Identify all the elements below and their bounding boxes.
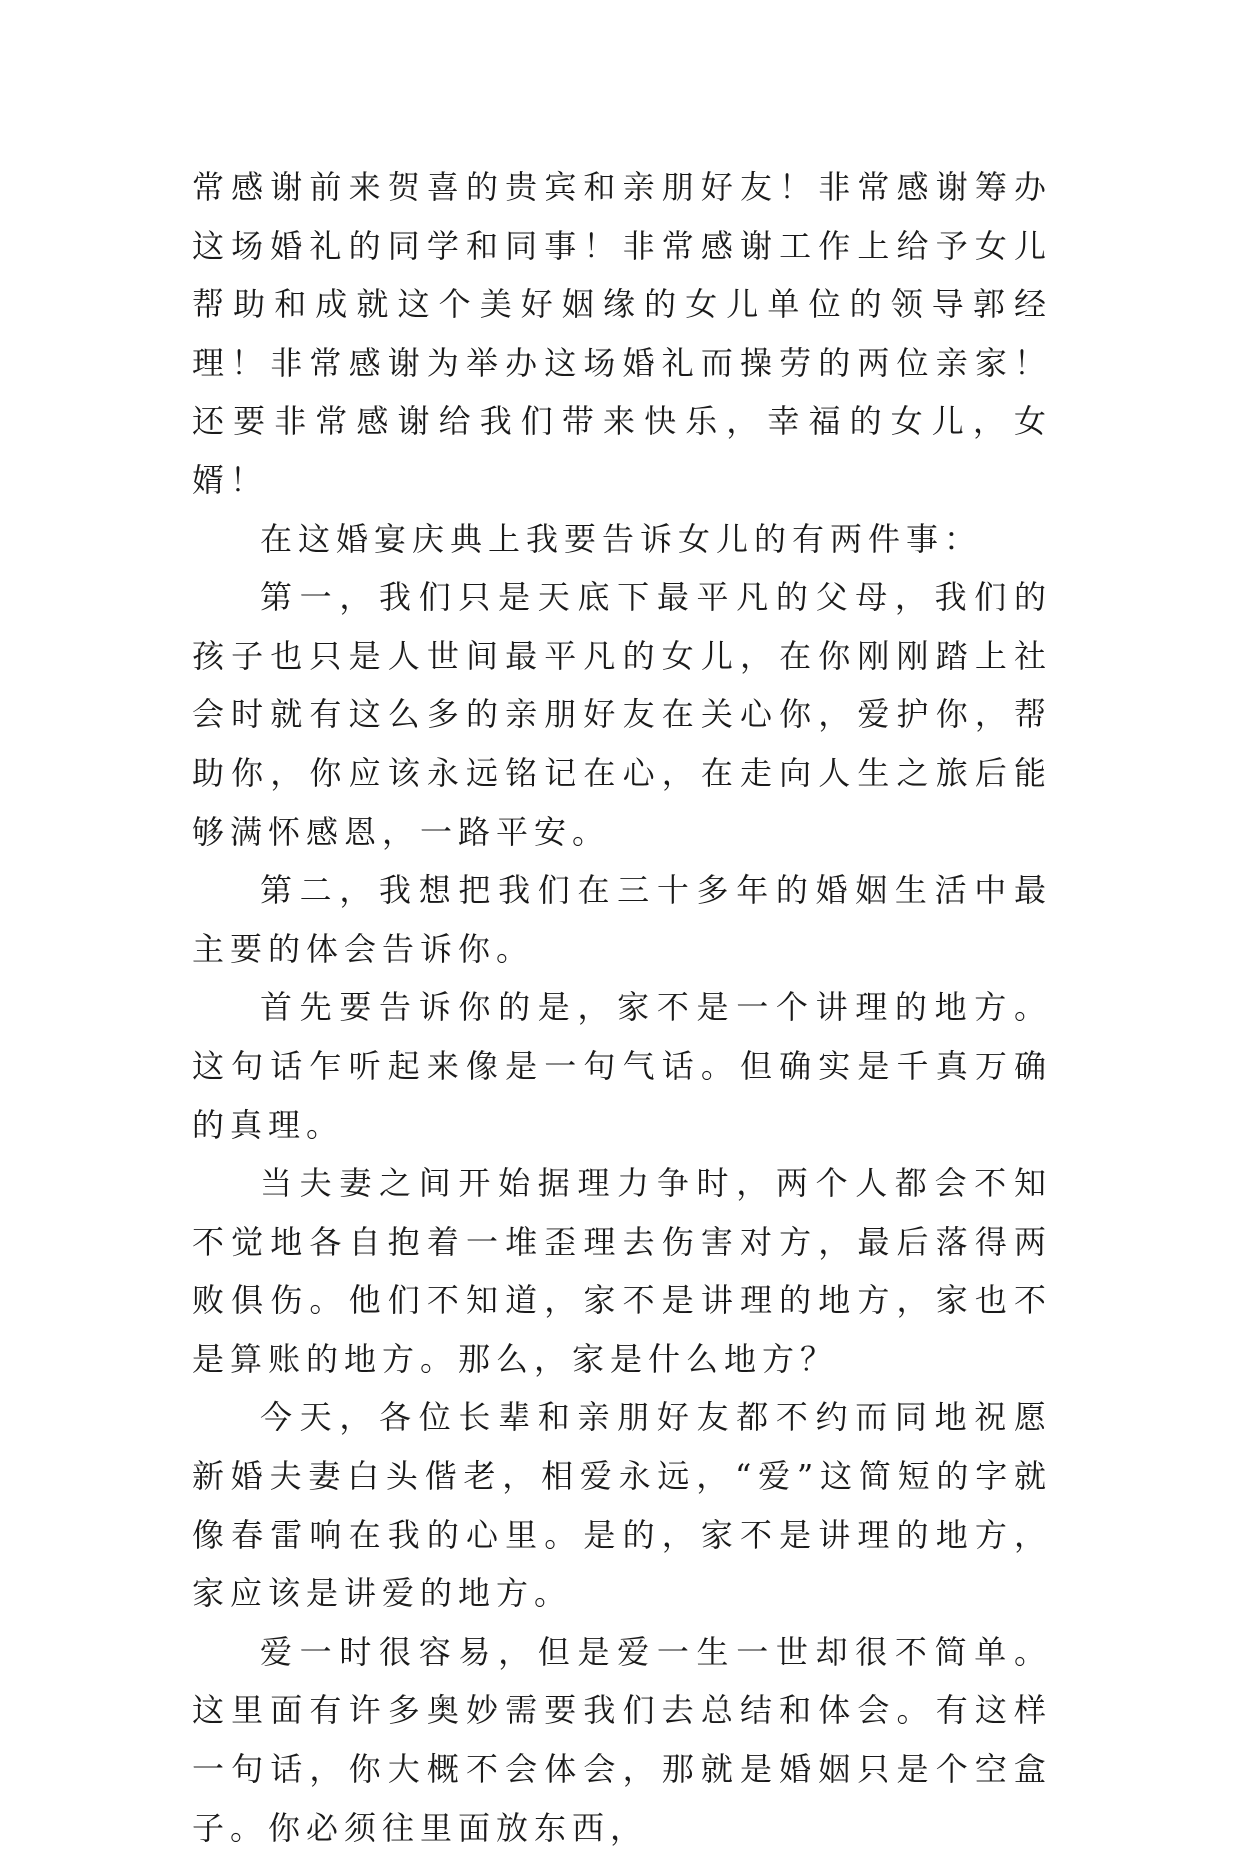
paragraph-1: 常感谢前来贺喜的贵宾和亲朋好友！非常感谢筹办这场婚礼的同学和同事！非常感谢工作上给予女儿帮助和成就这个美好姻缘的女儿单位的领导郭经理！非常感谢为举办这场婚礼而操劳的两位亲家！还要非常感谢给我们带来快乐，幸福的女儿，女婿！ (192, 168, 1052, 499)
paragraph-7: 今天，各位长辈和亲朋好友都不约而同地祝愿新婚夫妻白头偕老，相爱永远，“爱”这简短的字就像春雷响在我的心里。是的，家不是讲理的地方，家应该是讲爱的地方。 (192, 1398, 1052, 1613)
paragraph-8: 爱一时很容易，但是爱一生一世却很不简单。这里面有许多奥妙需要我们去总结和体会。有这样一句话，你大概不会体会，那就是婚姻只是个空盒子。你必须往里面放东西， (192, 1632, 1052, 1847)
paragraph-5: 首先要告诉你的是，家不是一个讲理的地方。这句话乍听起来像是一句气话。但确实是千真万确的真理。 (192, 988, 1052, 1144)
paragraph-2: 在这婚宴庆典上我要告诉女儿的有两件事： (260, 519, 983, 558)
paragraph-4: 第二，我想把我们在三十多年的婚姻生活中最主要的体会告诉你。 (192, 871, 1052, 968)
paragraph-3: 第一，我们只是天底下最平凡的父母，我们的孩子也只是人世间最平凡的女儿，在你刚刚踏上社会时就有这么多的亲朋好友在关心你，爱护你，帮助你，你应该永远铭记在心，在走向人生之旅后能够满怀感恩，一路平安。 (192, 578, 1052, 851)
document-body (192, 158, 1052, 1857)
paragraph-6: 当夫妻之间开始据理力争时，两个人都会不知不觉地各自抱着一堆歪理去伤害对方，最后落得两败俱伤。他们不知道，家不是讲理的地方，家也不是算账的地方。那么，家是什么地方？ (192, 1164, 1052, 1378)
